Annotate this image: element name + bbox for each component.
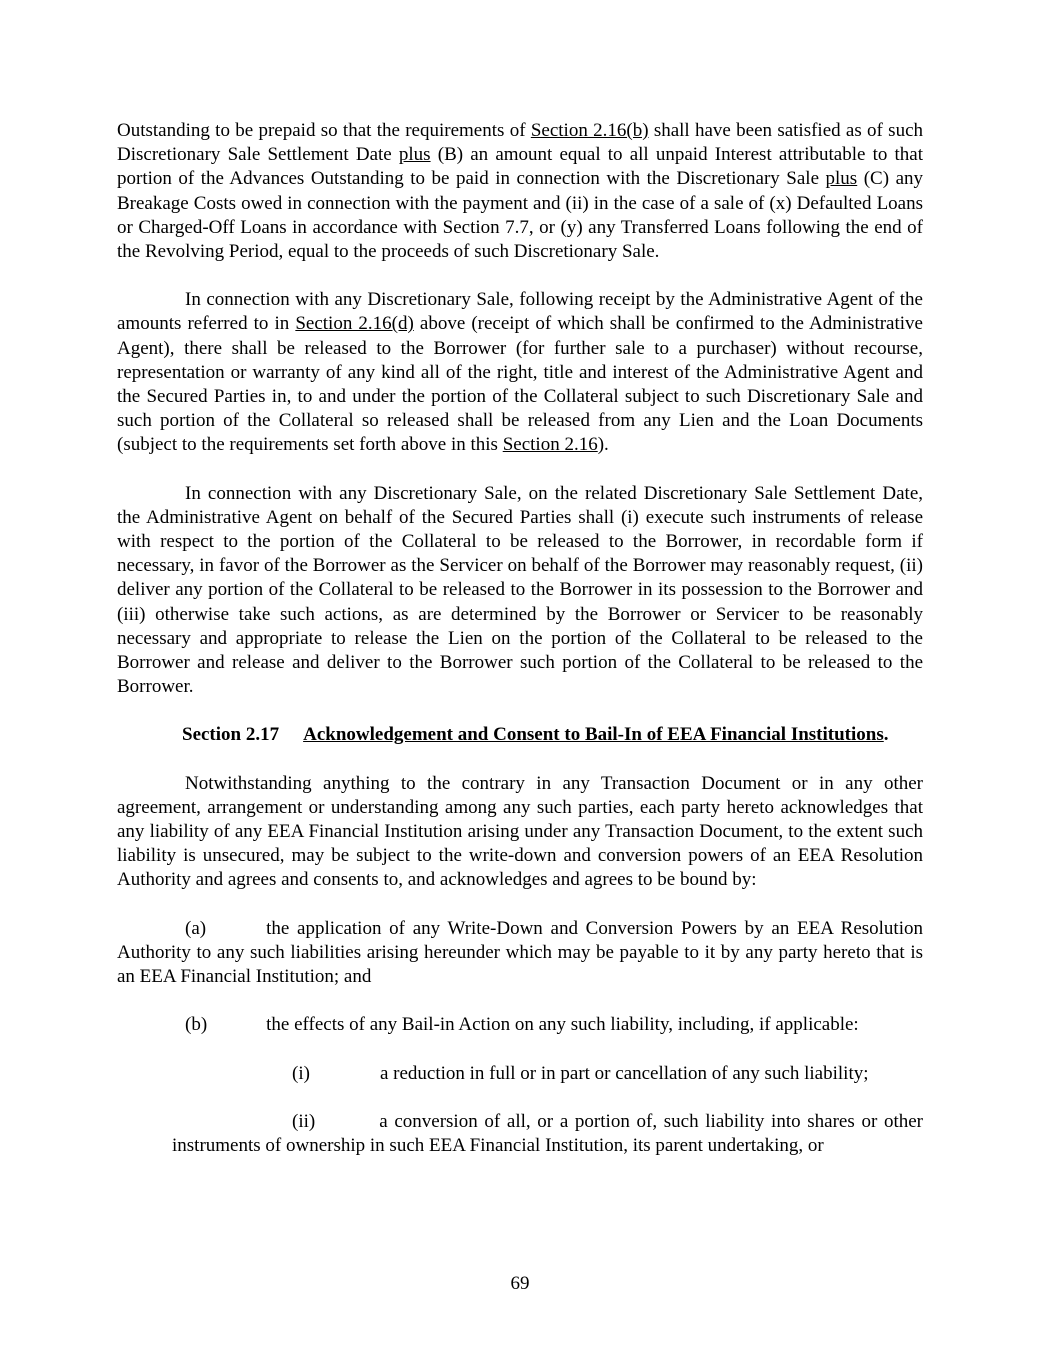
list-item-i <box>172 1062 923 1086</box>
list-item-a <box>117 917 923 990</box>
underlined-term: plus <box>398 144 431 166</box>
section-reference: Section 2.16 <box>502 434 598 456</box>
list-item-label: (ii) <box>292 1110 316 1132</box>
list-item-text: the application of any Write-Down and Conversion Powers by an EEA Resolution Authority to any such liabilities arising hereunder which may be payable to it by any party hereto that is an EEA Financial Institution; and <box>117 917 923 988</box>
list-item-text: the effects of any Bail-in Action on any such liability, including, if applicable: <box>266 1014 859 1036</box>
document-body <box>117 119 923 1158</box>
list-item-text: a conversion of all, or a portion of, such liability into shares or other instruments of ownership in such EEA Financial Institution, its parent undertaking, or <box>172 1110 923 1156</box>
list-item-ii <box>172 1110 923 1158</box>
paragraph-run: (C) any Breakage Costs owed in connection with the payment and (ii) in the case of a sale of (x) Defaulted Loans or Charged-Off Loans in accordance with Section 7.7, or (y) any Transferred Loans following the end of the Revolving Period, equal to the proceeds of such Discretionary Sale. <box>117 168 924 263</box>
section-heading <box>182 723 923 747</box>
paragraph-run: In connection with any Discretionary Sale, following receipt by the Administrative Agent of the amounts referred to in <box>117 289 923 335</box>
section-heading-number: Section 2.17 <box>182 724 280 746</box>
list-item-b <box>117 1013 923 1037</box>
body-paragraph-continuation <box>117 119 923 264</box>
section-reference: Section 2.16(b) <box>530 120 649 141</box>
body-paragraph <box>117 288 923 457</box>
paragraph-run: (B) an amount equal to all unpaid Interest attributable to that portion of the Advances Outstanding to be paid in connection with the Discretionary Sale <box>117 144 923 190</box>
section-heading-title: Acknowledgement and Consent to Bail-In of EEA Financial Institutions <box>303 724 884 746</box>
paragraph-run: above (receipt of which shall be confirmed to the Administrative Agent), there shall be released to the Borrower (for further sale to a purchaser) without recourse, representation or warranty of any kind all of the right, title and interest of the Administrative Agent and the Secured Parties in, to and under the portion of the Collateral subject to such Discretionary Sale and such portion of the Collateral so released shall be released from any Lien and the Loan Documents (subject to the requirements set forth above in this <box>117 313 923 456</box>
paragraph-run: ). <box>597 434 609 456</box>
body-paragraph <box>117 772 923 893</box>
list-item-label: (i) <box>292 1062 310 1084</box>
body-paragraph <box>117 482 923 700</box>
section-reference: Section 2.16(d) <box>295 313 414 335</box>
list-item-text: a reduction in full or in part or cancellation of any such liability; <box>379 1062 869 1084</box>
paragraph-run: In connection with any Discretionary Sale, on the related Discretionary Sale Settlement Date, the Administrative Agent on behalf of the Secured Parties shall (i) execute such instruments of release with respect to the portion of the Collateral to be released to the Borrower, in recordable form if necessary, in favor of the Borrower as the Servicer on behalf of the Borrower may reasonably request, (ii) deliver any portion of the Collateral to be released to the Borrower in its possession to the Borrower and (iii) otherwise take such actions, as are determined by the Borrower or Servicer to be reasonably necessary and appropriate to release the Lien on the portion of the Collateral to be released to the Borrower and release and deliver to the Borrower such portion of the Collateral to be released to the Borrower. <box>117 482 923 698</box>
page-number: 69 <box>510 1273 530 1294</box>
paragraph-run: Notwithstanding anything to the contrary in any Transaction Document or in any other agreement, arrangement or understanding among any such parties, each party hereto acknowledges that any liability of any EEA Financial Institution arising under any Transaction Document, to the extent such liability is unsecured, may be subject to the write-down and conversion powers of an EEA Resolution Authority and agrees and consents to, and acknowledges and agrees to be bound by: <box>117 772 923 891</box>
section-heading-period: . <box>883 724 889 746</box>
list-item-label: (a) <box>185 917 207 939</box>
paragraph-run: Outstanding to be prepaid so that the requirements of <box>117 120 531 141</box>
underlined-term: plus <box>825 168 858 190</box>
list-item-label: (b) <box>185 1014 208 1036</box>
paragraph-run: shall have been satisfied as of such Discretionary Sale Settlement Date <box>117 120 924 166</box>
